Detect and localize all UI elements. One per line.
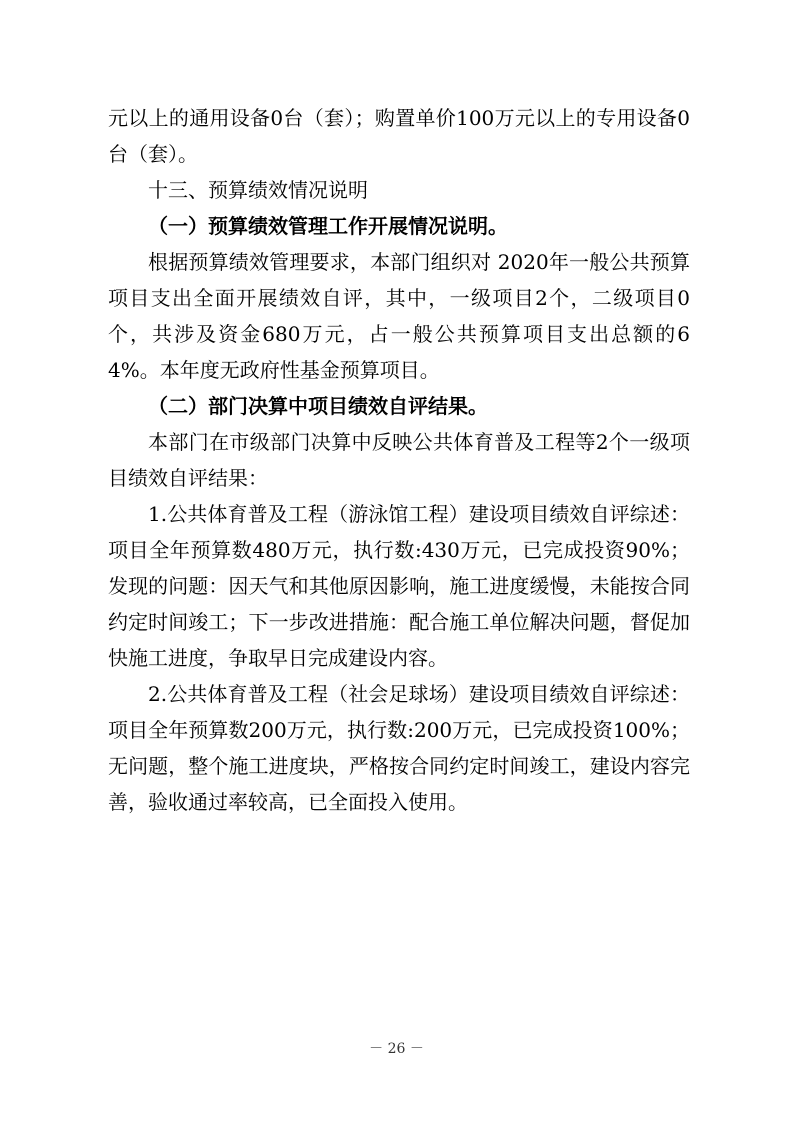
document-body: [108, 100, 690, 820]
paragraph-project-2: 2.公共体育普及工程（社会足球场）建设项目绩效自评综述：项目全年预算数200万元，执行数:200万元，已完成投资100%；无问题，整个施工进度块，严格按合同约定时间竣工，建设内容完善，验收通过率较高，已全面投入使用。: [108, 682, 690, 814]
paragraph-performance-overview: 根据预算绩效管理要求，本部门组织对 2020年一般公共预算项目支出全面开展绩效自评，其中，一级项目2个，二级项目0个，共涉及资金680万元，占一般公共预算项目支出总额的64%。本年度无政府性基金预算项目。: [108, 250, 690, 382]
page-number: － 26 －: [369, 1041, 424, 1057]
section-heading: 十三、预算绩效情况说明: [148, 178, 368, 202]
subsection-heading-1: （一）预算绩效管理工作开展情况说明。: [148, 214, 508, 238]
paragraph-project-1: 1.公共体育普及工程（游泳馆工程）建设项目绩效自评综述：项目全年预算数480万元，执行数:430万元，已完成投资90%；发现的问题：因天气和其他原因影响，施工进度缓慢，未能按合同约定时间竣工；下一步改进措施：配合施工单位解决问题，督促加快施工进度，争取早日完成建设内容。: [108, 502, 690, 670]
subsection-heading-2: （二）部门决算中项目绩效自评结果。: [148, 394, 488, 418]
paragraph-results-intro: 本部门在市级部门决算中反映公共体育普及工程等2个一级项目绩效自评结果：: [108, 430, 690, 490]
continuation-paragraph: 元以上的通用设备0台（套）；购置单价100万元以上的专用设备0台（套）。: [108, 106, 690, 166]
